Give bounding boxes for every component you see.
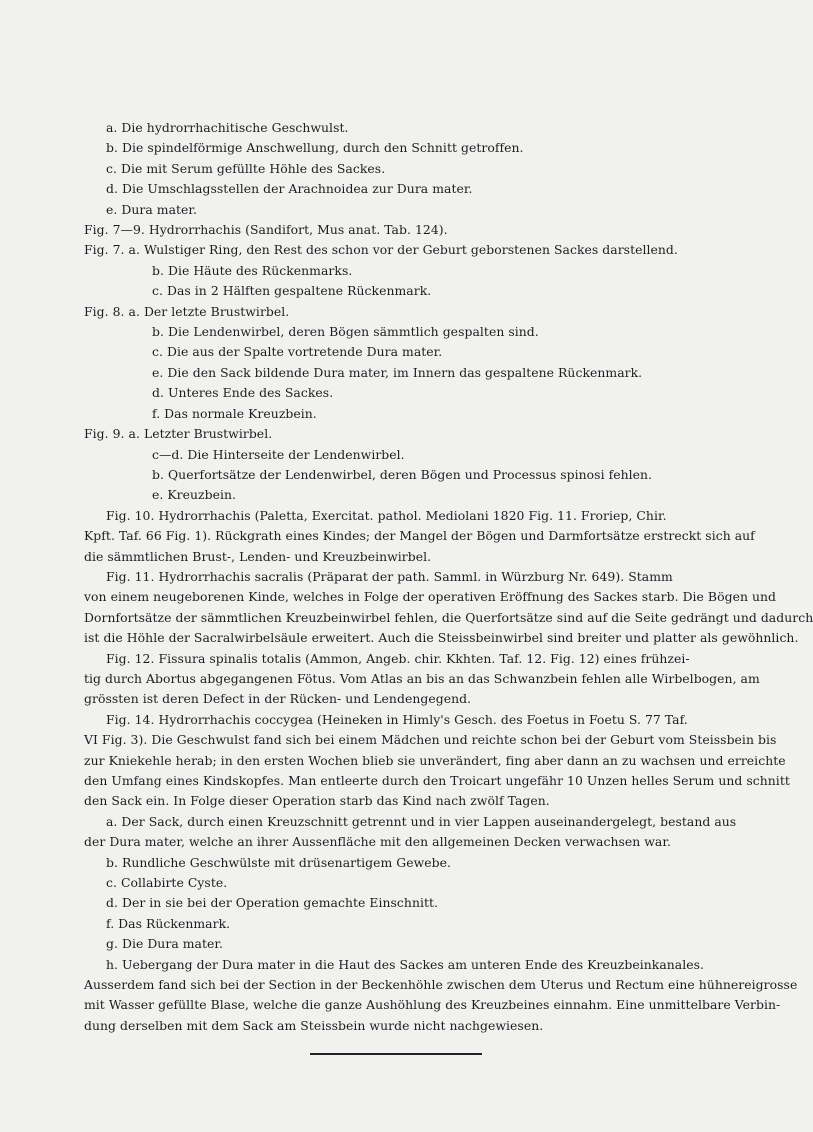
text-line: b. Querfortsätze der Lendenwirbel, deren Bögen und Processus spinosi fehlen. bbox=[152, 466, 653, 482]
figure-heading: Fig. 11. Hydrorrhachis sacralis (Präparat der path. Samml. in Würzburg Nr. 649). Stamm bbox=[106, 568, 673, 584]
text-line: c. Die mit Serum gefüllte Höhle des Sackes. bbox=[106, 160, 386, 176]
end-rule bbox=[310, 1053, 482, 1055]
figure-heading: Fig. 7—9. Hydrorrhachis (Sandifort, Mus anat. Tab. 124). bbox=[84, 222, 448, 238]
text-line: mit Wasser gefüllte Blase, welche die ganze Aushöhlung des Kreuzbeines einnahm. Eine unmittelbare Verbin- bbox=[84, 997, 781, 1013]
text-line: tig durch Abortus abgegangenen Fötus. Vom Atlas an bis an das Schwanzbein fehlen alle Wirbelbogen, am bbox=[84, 670, 760, 686]
text-line: der Dura mater, welche an ihrer Aussenfläche mit den allgemeinen Decken verwachsen war. bbox=[84, 834, 671, 850]
figure-heading: Fig. 8. a. Der letzte Brustwirbel. bbox=[84, 303, 290, 319]
text-line: b. Die spindelförmige Anschwellung, durch den Schnitt getroffen. bbox=[106, 140, 524, 156]
text-line: ist die Höhle der Sacralwirbelsäule erweitert. Auch die Steissbeinwirbel sind breiter und platter als gewöhnlich. bbox=[84, 630, 799, 646]
text-line: h. Uebergang der Dura mater in die Haut des Sackes am unteren Ende des Kreuzbeinkanales. bbox=[106, 956, 705, 972]
figure-heading: Fig. 10. Hydrorrhachis (Paletta, Exercitat. pathol. Mediolani 1820 Fig. 11. Froriep, Chir. bbox=[106, 507, 667, 523]
text-line: e. Die den Sack bildende Dura mater, im Innern das gespaltene Rückenmark. bbox=[152, 364, 643, 380]
text-line: Ausserdem fand sich bei der Section in der Beckenhöhle zwischen dem Uterus und Rectum eine hühnereigrosse bbox=[84, 977, 798, 993]
figure-heading: Fig. 7. a. Wulstiger Ring, den Rest des schon vor der Geburt geborstenen Sackes darstellend. bbox=[84, 242, 678, 258]
text-line: f. Das normale Kreuzbein. bbox=[152, 405, 317, 421]
text-line: grössten ist deren Defect in der Rücken- und Lendengegend. bbox=[84, 691, 472, 707]
body-text bbox=[84, 118, 813, 1036]
text-line: d. Der in sie bei der Operation gemachte Einschnitt. bbox=[106, 895, 439, 911]
text-line: dung derselben mit dem Sack am Steissbein wurde nicht nachgewiesen. bbox=[84, 1017, 544, 1033]
text-line: e. Dura mater. bbox=[106, 201, 198, 217]
text-line: von einem neugeborenen Kinde, welches in Folge der operativen Eröffnung des Sackes starb. Die Bögen und bbox=[84, 589, 777, 605]
figure-heading: Fig. 12. Fissura spinalis totalis (Ammon, Angeb. chir. Kkhten. Taf. 12. Fig. 12) eines frühzei- bbox=[106, 650, 690, 666]
text-line: f. Das Rückenmark. bbox=[106, 915, 231, 931]
text-line: e. Kreuzbein. bbox=[152, 487, 237, 503]
text-line: d. Die Umschlagsstellen der Arachnoidea zur Dura mater. bbox=[106, 181, 473, 197]
text-line: b. Die Lendenwirbel, deren Bögen sämmtlich gespalten sind. bbox=[152, 324, 539, 340]
text-line: Dornfortsätze der sämmtlichen Kreuzbeinwirbel fehlen, die Querfortsätze sind auf die Seite gedrängt und dadurch bbox=[84, 609, 813, 625]
text-line: VI Fig. 3). Die Geschwulst fand sich bei einem Mädchen und reichte schon bei der Geburt vom Steissbein bis bbox=[84, 732, 777, 748]
text-line: Kpft. Taf. 66 Fig. 1). Rückgrath eines Kindes; der Mangel der Bögen und Darmfortsätze erstreckt sich auf bbox=[84, 528, 755, 544]
text-line: a. Der Sack, durch einen Kreuzschnitt getrennt und in vier Lappen auseinandergelegt, bestand aus bbox=[106, 813, 737, 829]
text-line: den Umfang eines Kindskopfes. Man entleerte durch den Troicart ungefähr 10 Unzen helles Serum und schnitt bbox=[84, 773, 790, 788]
figure-heading: Fig. 14. Hydrorrhachis coccygea (Heineken in Himly's Gesch. des Foetus in Foetu S. 77 Taf. bbox=[106, 711, 688, 727]
text-line: d. Unteres Ende des Sackes. bbox=[152, 385, 334, 401]
text-line: c. Collabirte Cyste. bbox=[106, 875, 228, 891]
text-line: b. Die Häute des Rückenmarks. bbox=[152, 262, 353, 278]
text-line: c. Das in 2 Hälften gespaltene Rückenmark. bbox=[152, 283, 432, 299]
text-line: c. Die aus der Spalte vortretende Dura mater. bbox=[152, 344, 443, 360]
text-line: den Sack ein. In Folge dieser Operation starb das Kind nach zwölf Tagen. bbox=[84, 793, 550, 809]
text-line: c—d. Die Hinterseite der Lendenwirbel. bbox=[152, 446, 405, 462]
text-line: b. Rundliche Geschwülste mit drüsenartigem Gewebe. bbox=[106, 854, 452, 870]
figure-heading: Fig. 9. a. Letzter Brustwirbel. bbox=[84, 426, 273, 442]
text-line: die sämmtlichen Brust-, Lenden- und Kreuzbeinwirbel. bbox=[84, 548, 432, 564]
text-line: zur Kniekehle herab; in den ersten Wochen blieb sie unverändert, fing aber dann an zu wachsen und erreichte bbox=[84, 752, 786, 768]
text-line: g. Die Dura mater. bbox=[106, 936, 223, 952]
text-line: a. Die hydrorrhachitische Geschwulst. bbox=[106, 120, 349, 135]
